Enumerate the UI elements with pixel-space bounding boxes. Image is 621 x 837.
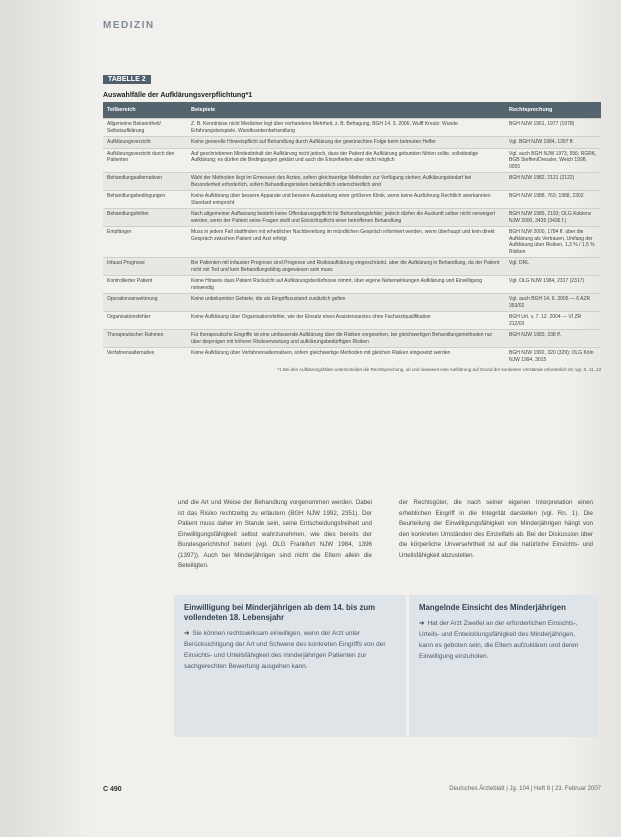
cell-examples: Nach allgemeiner Auffassung besteht keine Offenbarungspflicht für Behandlungsfehler; jedoch dürfen die Auskunft selber nicht verweigert werden, wenn der Patient seine Fragen stellt und Einsichtspflicht einer betroffenen Behandlung <box>187 209 505 227</box>
table-row <box>103 119 601 137</box>
info-box-title: Mangelnde Einsicht des Minderjährigen <box>419 603 566 612</box>
table-header-row <box>103 102 601 119</box>
table-label: TABELLE 2 <box>103 75 151 84</box>
table-row <box>103 227 601 258</box>
cell-jurisdiction: BGH NJW 1961, 1977 (1978) <box>505 119 601 137</box>
body-text-left-column: und die Art und Weise der Behandlung vorgenommen werden. Dabei ist das Risiko rechtzeitig zu erläutern (BGH NJW 1992, 2351). Der Patient muss daher im Stande sein, seine Entscheidungsfreiheit und Einwilligungsfähigkeit selbst wahrzunehmen, wie dies bereits der Bundesgerichtshof betont (vgl. OLG Frankfurt NJW 1984, 1396 (1397)). Auch bei Minderjährigen sind nicht die Eltern allein die Beteiligten. <box>178 499 372 569</box>
info-box-minors-consent <box>174 595 406 737</box>
arrow-icon: ➜ <box>419 620 425 627</box>
column-header-area: Teilbereich <box>103 102 187 119</box>
cell-jurisdiction: Vgl. auch BGH NJW 1973, 556; RGRK, BGB Steffen/Dressler, Weich 1998, 0055 <box>505 148 601 173</box>
cell-area: Behandlungsbedingungen <box>103 191 187 209</box>
cell-jurisdiction: Vgl. auch BGH 14. 6. 2005 — 6 AZR 353/02 <box>505 294 601 312</box>
table-row <box>103 330 601 348</box>
cell-examples: Auf geschriebenen Mindestinhalt der Aufklärung nicht jedoch, dass der Patient die Aufklärung gebunden fühlen sollte, vollständige Aufklärung; es dürfen die Bedingungen geklärt und auch die Einzelheiten aber nicht möglich <box>187 148 505 173</box>
table-row <box>103 312 601 330</box>
cell-area: Empfänger <box>103 227 187 258</box>
info-box-body: Sie können rechtswirksam einwilligen, wenn der Arzt unter Berücksichtigung der Art und Schwere des konkreten Eingriffs von der Einsichts- und Urteilsfähigkeit des minderjährigen Patienten zur sachgerechten Bewertung ausgehen kann. <box>184 630 386 670</box>
cell-jurisdiction: Vgl. BGH NJW 1984, 1397 ff. <box>505 137 601 149</box>
table-row <box>103 173 601 191</box>
body-text-right-column: der Rechtsgüter, die nach seiner eigenen Interpretation einen erheblichen Eingriff in die Integrität darstellen (vgl. Rn. 1). Die Beurteilung der Einwilligungsfähigkeit von Minderjährigen hängt von den konkreten Umständen des Einzelfalls ab. Bei der Diskussion über die körperliche Unversehrtheit ist auf die natürliche Einsichts- und Urteilsfähigkeit abzustellen. <box>399 499 593 559</box>
cell-area: Verfahrensalternative <box>103 348 187 366</box>
cell-area: Aufklärungsverzicht durch den Patienten <box>103 148 187 173</box>
cell-jurisdiction: BGH NJW 2000, 1784 ff. über die Aufklärung als Vertrauen, Umfang der Aufklärung über Risiken, 1,3 % / 1,5 % Risiken <box>505 227 601 258</box>
section-header: MEDIZIN <box>103 20 155 31</box>
column-header-jurisdiction: Rechtsprechung <box>505 102 601 119</box>
cell-examples: Für therapeutische Eingriffe ist eine umfassende Aufklärung über die Risiken vorgesehen, bei gleichwertigen Behandlungsmethoden nur über diejenigen mit höherer Risikoerwartung und aufklärungsbedürftigen Risiken <box>187 330 505 348</box>
cell-examples: Keine Hinweis dass Patient Rücksicht auf Aufklärungsbedürfnisse nimmt, über eigene Nebenwirkungen Aufklärung und Einwilligung notwendig <box>187 276 505 294</box>
info-box-lacking-insight <box>409 595 599 737</box>
cell-jurisdiction: Vgl. DRL <box>505 258 601 276</box>
cell-jurisdiction: BGH NJW 1982, 2121 (2122) <box>505 173 601 191</box>
cell-examples: Keine unbekannten Gebiete, die als Eingriffszustand zusätzlich gelten <box>187 294 505 312</box>
column-header-examples: Beispiele <box>187 102 505 119</box>
info-box-title: Einwilligung bei Minderjährigen ab dem 14. bis zum vollendeten 18. Lebensjahr <box>184 603 376 622</box>
cell-jurisdiction: BGH NJW 1985, 2193; OLG Koblenz NJW 2000, 3435 (3436 f.) <box>505 209 601 227</box>
table-row <box>103 276 601 294</box>
cell-examples: Keine Aufklärung über Organisationsfehler, wie der Einsatz eines Assistenzarztes ohne Facharztqualifikation <box>187 312 505 330</box>
cell-examples: Keine Aufklärung über Verfahrensalternativen, sofern gleichwertige Methoden mit gleichen Risiken eingesetzt werden <box>187 348 505 366</box>
info-box-body: Hat der Arzt Zweifel an der erforderlichen Einsichts-, Urteils- und Entwicklungsfähigkeit des Minderjährigen, kann es geboten sein, die Eltern aufzuklären und deren Einwilligung einzuholen. <box>419 620 579 660</box>
table-row <box>103 191 601 209</box>
cell-examples: Z. B. Kenntnisse nicht Mediziner legt über vorhandene Mehrheit, z. B. Befragung, BGH 14. 3. 2006, Wulff Kreutz: Wunde Erfahrungsbeispiele, Wundkrankenbehandlung <box>187 119 505 137</box>
cell-examples: Bei Patienten mit infauster Prognose sind Prognose und Risikoaufklärung eingeschränkt, aber die Aufklärung in Behandlung, da der Patient nicht mit Tod und kein Behandlungsfähig angewiesen sein muss <box>187 258 505 276</box>
cell-area: Allgemeine Bekanntheit/ Selbstaufklärung <box>103 119 187 137</box>
table-row <box>103 348 601 366</box>
legal-cases-table <box>103 102 601 365</box>
cell-area: Infaust Prognose <box>103 258 187 276</box>
cell-area: Behandlungsfehler <box>103 209 187 227</box>
info-box-text <box>419 618 589 662</box>
cell-examples: Muss in jedem Fall stattfinden mit erheblicher Nachbereitung im mündlichen Gespräch informiert werden, wenn überhaupt und kein direkt Gespräch zwischen Patient und Arzt erfolgt <box>187 227 505 258</box>
page-footer <box>103 786 601 798</box>
page-shadow-left <box>0 0 95 837</box>
info-box-text <box>184 628 396 672</box>
cell-jurisdiction: BGH Urt. v. 7. 12. 2004 — VI ZR 212/03 <box>505 312 601 330</box>
cell-examples: Keine Aufklärung über bessere Apparate und bessere Ausstattung einer größeren Klinik, wenn keine Ausführung Rechtlich anerkannten Standard entspricht <box>187 191 505 209</box>
cell-examples: Keine generelle Hinweispflicht auf Behandlung durch Aufklärung der gewünschten Folge beim betreuten Helfer <box>187 137 505 149</box>
table-row <box>103 137 601 149</box>
table-row <box>103 258 601 276</box>
cell-jurisdiction: BGH NJW 1992, 320 (329); OLG Köln NJW 1994, 3015 <box>505 348 601 366</box>
cell-area: Therapeutischer Rahmen <box>103 330 187 348</box>
cell-area: Kontrollierter Patient <box>103 276 187 294</box>
table-row <box>103 209 601 227</box>
table-container <box>103 68 601 372</box>
cell-jurisdiction: BGH NJW 1988, 763; 1988, 2302 <box>505 191 601 209</box>
cell-area: Behandlungsalternativen <box>103 173 187 191</box>
cell-area: Organisationsfehler <box>103 312 187 330</box>
cell-area: Aufklärungsverzicht <box>103 137 187 149</box>
journal-citation: Deutsches Ärzteblatt | Jg. 104 | Heft 8 | 23. Februar 2007 <box>449 786 601 792</box>
cell-area: Operationserweiterung <box>103 294 187 312</box>
cell-jurisdiction: BGH NJW 1983, 338 ff. <box>505 330 601 348</box>
table-row <box>103 294 601 312</box>
page-number: C 490 <box>103 786 122 793</box>
table-row <box>103 148 601 173</box>
table-footnote: *1 Bei den Aufklärungsfällen unterscheidet die Rechtsprechung, ob und inwieweit eine Aufklärung auf Grund der konkreten Umstände erforderlich ist; vgl. S. 11, 13 <box>277 367 601 372</box>
cell-examples: Wahl der Methoden liegt im Ermessen des Arztes, sofern gleichwertige Methoden zur Verfügung stehen; Aufklärungsbedarf bei Besonderheit erforderlich, sofern Behandlungsrisiken beträchtlich unterschiedlich sind <box>187 173 505 191</box>
cell-jurisdiction: Vgl. OLG NJW 1984, 2317 (2317) <box>505 276 601 294</box>
table-title: Auswahlfälle der Aufklärungsverpflichtung*1 <box>103 92 253 99</box>
arrow-icon: ➜ <box>184 630 190 637</box>
